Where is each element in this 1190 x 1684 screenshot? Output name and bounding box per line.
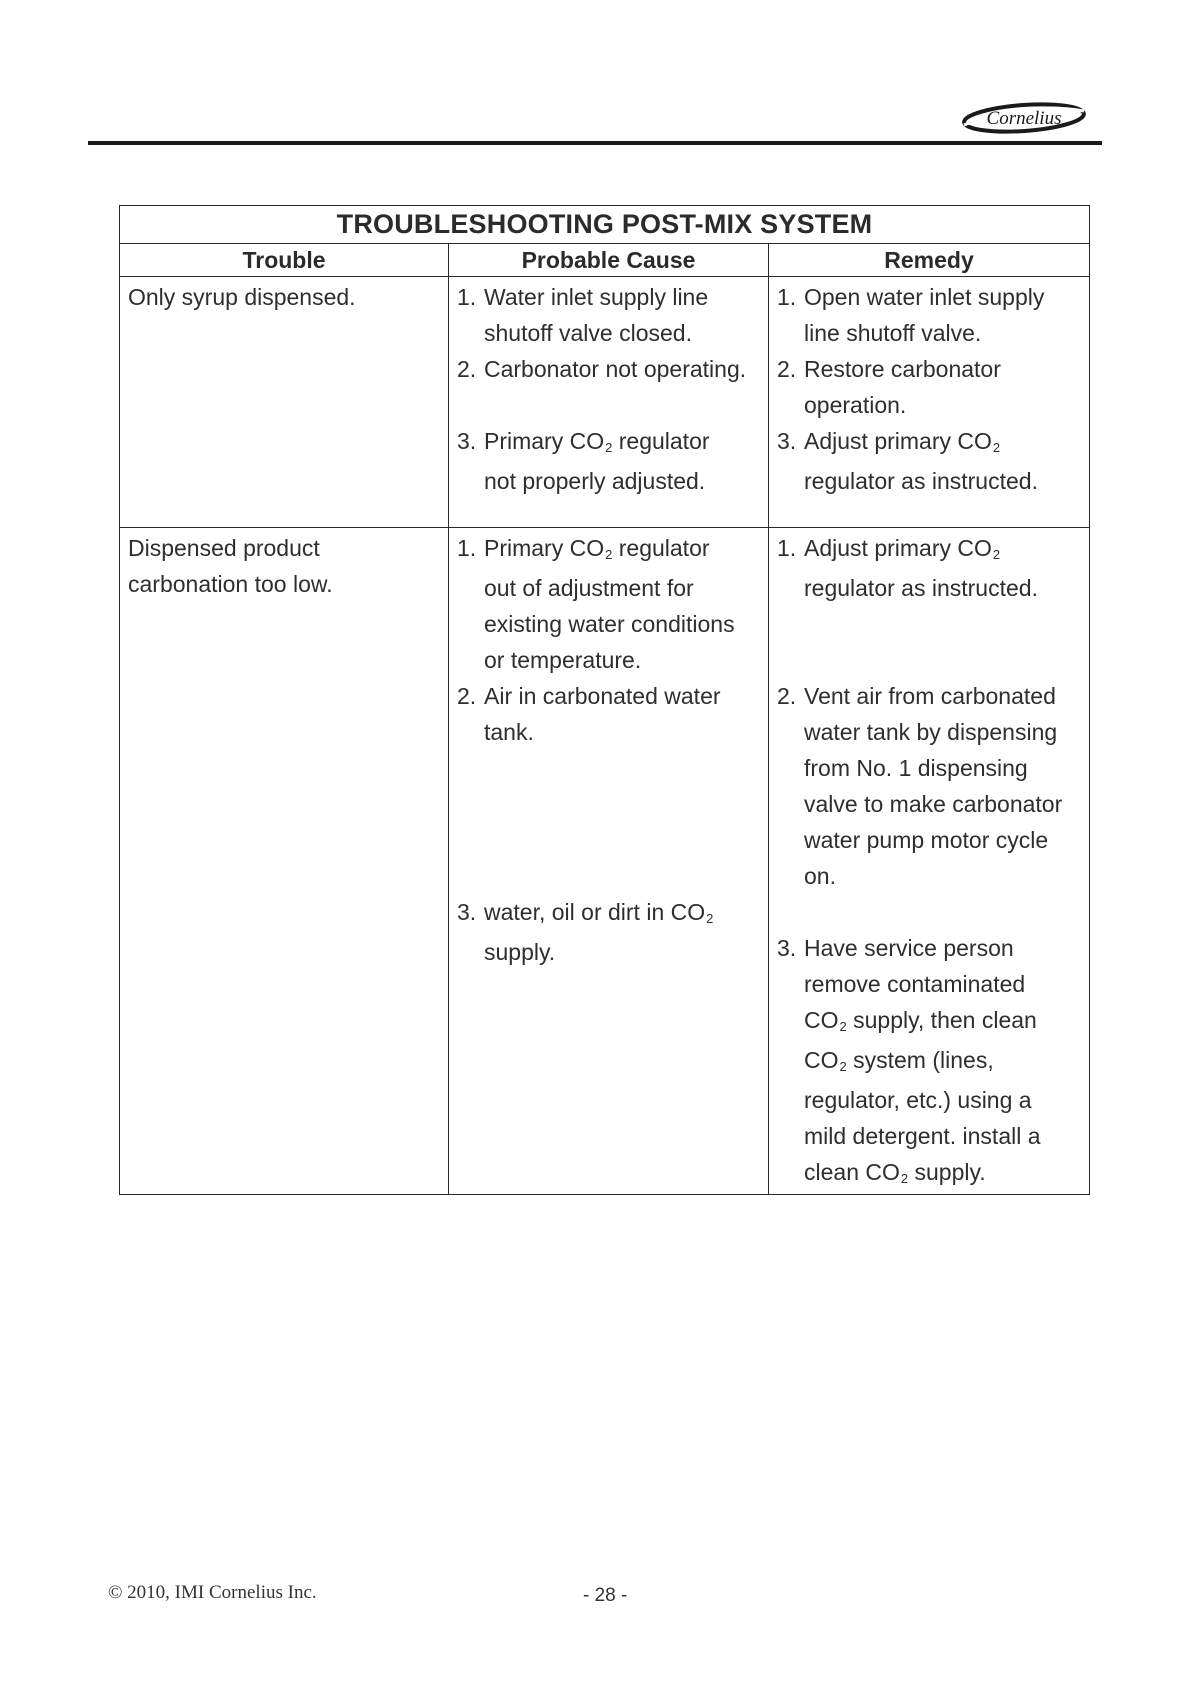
remedy-item: 3. Have service person remove contaminated CO2 supply, then clean CO2 system (lines, regulator, etc.) using a mild detergent. install a clean CO2 supply. xyxy=(777,935,1041,1186)
column-header-remedy: Remedy xyxy=(769,244,1090,277)
remedy-item: 1. Adjust primary CO2 regulator as instructed. xyxy=(777,535,1038,601)
trouble-text: Dispensed product carbonation too low. xyxy=(128,535,333,597)
cause-cell xyxy=(449,277,769,528)
header-rule xyxy=(88,141,1102,145)
column-header-trouble: Trouble xyxy=(120,244,449,277)
cause-item: 1. Water inlet supply line shutoff valve closed. xyxy=(457,284,709,346)
table-title: TROUBLESHOOTING POST-MIX SYSTEM xyxy=(120,206,1090,244)
remedy-cell xyxy=(769,277,1090,528)
cause-cell xyxy=(449,528,769,1195)
troubleshooting-table xyxy=(119,205,1090,1195)
cause-item: 3. Primary CO2 regulator not properly adjusted. xyxy=(457,428,710,494)
table-row xyxy=(120,277,1090,528)
remedy-cell xyxy=(769,528,1090,1195)
cause-item: 2. Air in carbonated water tank. xyxy=(457,683,721,745)
trouble-cell xyxy=(120,528,449,1195)
table-row xyxy=(120,528,1090,1195)
remedy-item: 2. Restore carbonator operation. xyxy=(777,356,1001,418)
copyright: © 2010, IMI Cornelius Inc. xyxy=(108,1582,317,1603)
cause-item: 3. water, oil or dirt in CO2 supply. xyxy=(457,899,714,965)
page-number: - 28 - xyxy=(583,1585,628,1606)
logo-text: Cornelius xyxy=(986,108,1062,129)
remedy-item: 1. Open water inlet supply line shutoff valve. xyxy=(777,284,1045,346)
column-header-probable-cause: Probable Cause xyxy=(449,244,769,277)
trouble-cell xyxy=(120,277,449,528)
cause-item: 2. Carbonator not operating. xyxy=(457,356,747,382)
remedy-item: 2. Vent air from carbonated water tank by dispensing from No. 1 dispensing valve to make carbonator water pump motor cycle on. xyxy=(777,683,1063,889)
cornelius-logo xyxy=(960,97,1088,139)
remedy-item: 3. Adjust primary CO2 regulator as instructed. xyxy=(777,428,1038,494)
trouble-text: Only syrup dispensed. xyxy=(128,284,356,310)
cause-item: 1. Primary CO2 regulator out of adjustment for existing water conditions or temperature. xyxy=(457,535,735,673)
